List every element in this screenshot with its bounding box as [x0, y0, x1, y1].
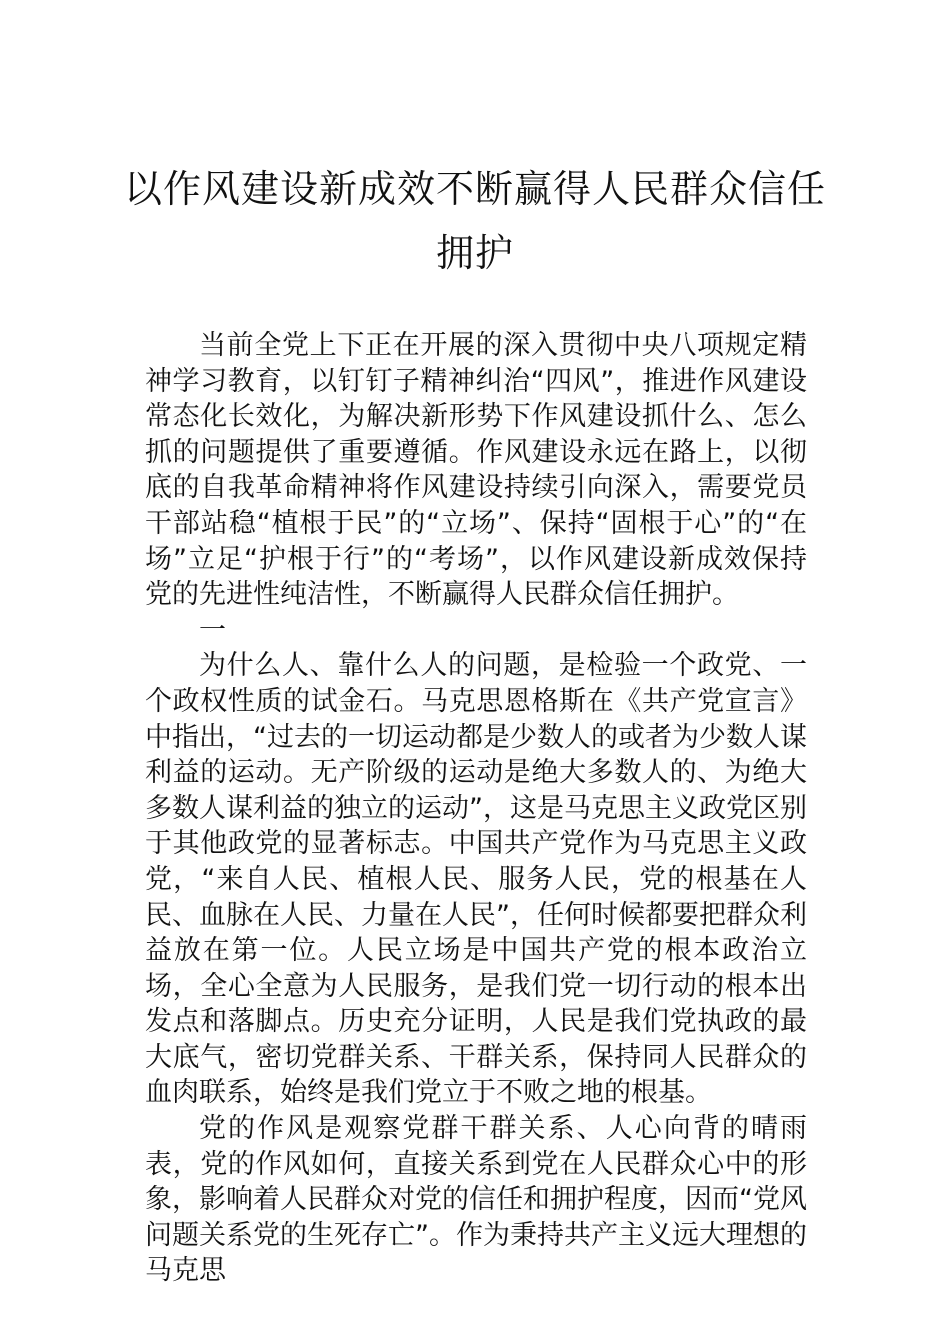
section-heading-one: 一 — [199, 614, 226, 646]
paragraph-section-one-1: 为什么人、靠什么人的问题，是检验一个政党、一个政权性质的试金石。马克思恩格斯在《共产党宣言》中指出，“过去的一切运动都是少数人的或者为少数人谋利益的运动。无产阶级的运动是绝大多数人的、为绝大多数人谋利益的独立的运动”，这是马克思主义政党区别于其他政党的显著标志。中国共产党作为马克思主义政党，“来自人民、植根人民、服务人民，党的根基在人民、血脉在人民、力量在人民”，任何时候都要把群众利益放在第一位。人民立场是中国共产党的根本政治立场，全心全意为人民服务，是我们党一切行动的根本出发点和落脚点。历史充分证明，人民是我们党执政的最大底气，密切党群关系、干群关系，保持同人民群众的血肉联系，始终是我们党立于不败之地的根基。 — [145, 650, 807, 1109]
title-line-1: 以作风建设新成效不断赢得人民群众信任 — [123, 167, 826, 211]
title-line-2: 拥护 — [435, 231, 514, 275]
paragraph-intro: 当前全党上下正在开展的深入贯彻中央八项规定精神学习教育，以钉钉子精神纠治“四风”，推进作风建设常态化长效化，为解决新形势下作风建设抓什么、怎么抓的问题提供了重要遵循。作风建设永远在路上，以彻底的自我革命精神将作风建设持续引向深入，需要党员干部站稳“植根于民”的“立场”、保持“固根于心”的“在场”立足“护根于行”的“考场”，以作风建设新成效保持党的先进性纯洁性，不断赢得人民群众信任拥护。 — [145, 330, 807, 611]
paragraph-section-one-2: 党的作风是观察党群干群关系、人心向背的晴雨表，党的作风如何，直接关系到党在人民群众心中的形象，影响着人民群众对党的信任和拥护程度，因而“党风问题关系党的生死存亡”。作为秉持共产主义远大理想的马克思 — [145, 1113, 807, 1287]
document-title — [120, 162, 830, 280]
document-body — [145, 328, 807, 1289]
